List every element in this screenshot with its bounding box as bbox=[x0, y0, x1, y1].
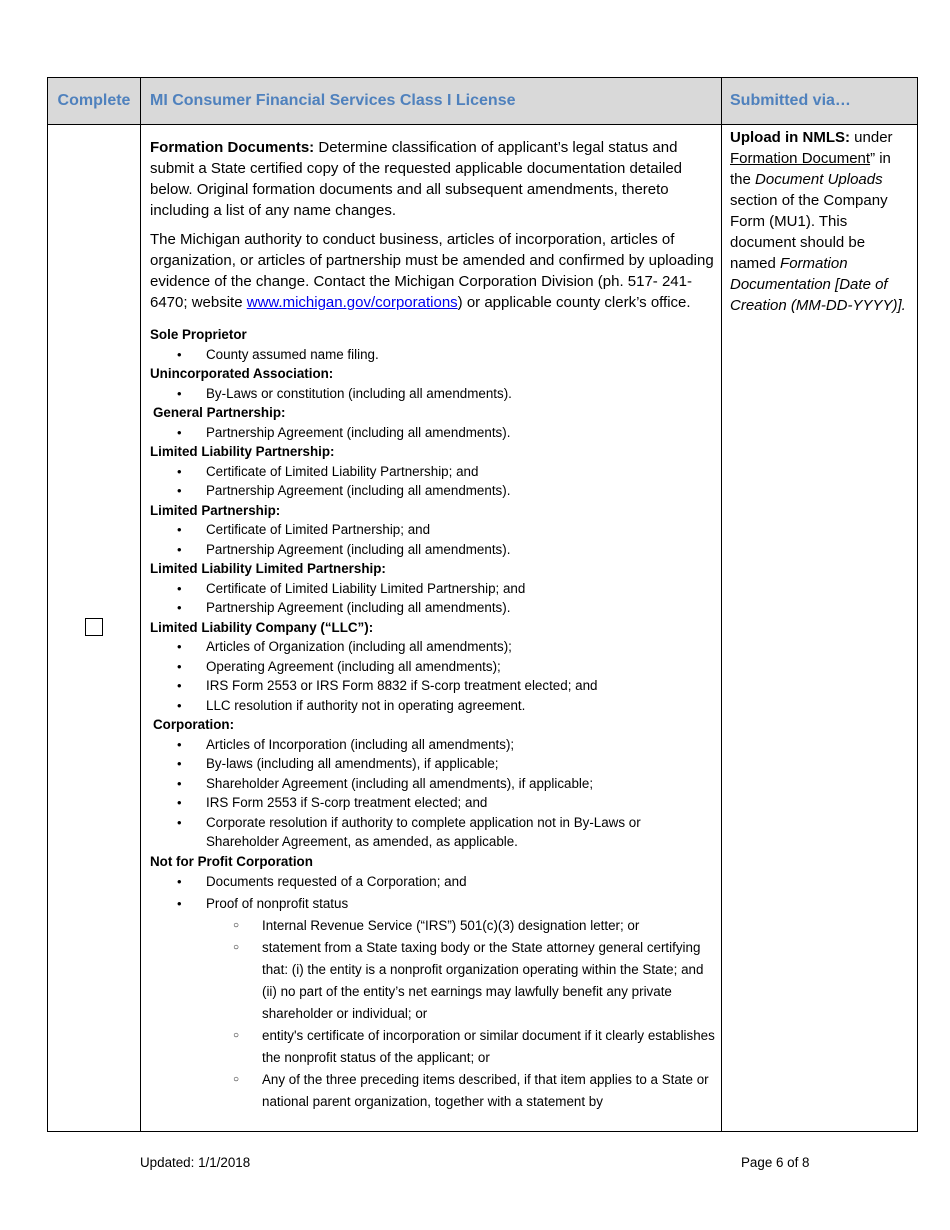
list-item: • By-laws (including all amendments), if applicable; bbox=[150, 754, 715, 774]
sub-list-item: ○ statement from a State taxing body or the State attorney general certifying that: (i) the entity is a nonprofit organization operating within the State; and (ii) no part of the entity’s net earnings may lawfully benefit any private shareholder or individual; or bbox=[150, 937, 715, 1025]
submitted-instructions bbox=[722, 125, 917, 316]
list-item: • Articles of Incorporation (including all amendments); bbox=[150, 735, 715, 755]
document-uploads-ref: Document Uploads bbox=[755, 171, 883, 188]
section-nonprofit: Not for Profit Corporation bbox=[150, 853, 313, 869]
list-item: • Certificate of Limited Liability Limited Partnership; and bbox=[150, 579, 715, 599]
footer-updated: Updated: 1/1/2018 bbox=[140, 1155, 251, 1170]
section-sole-proprietor: Sole Proprietor bbox=[150, 327, 247, 342]
submitted-cell bbox=[722, 125, 918, 1132]
section-general-partnership: General Partnership: bbox=[153, 405, 286, 420]
list-item: • Articles of Organization (including all amendments); bbox=[150, 637, 715, 657]
section-llc: Limited Liability Company (“LLC”): bbox=[150, 619, 374, 635]
list-item: • County assumed name filing. bbox=[150, 345, 715, 365]
sub-list-item: ○ entity's certificate of incorporation or similar document if it clearly establishes the nonprofit status of the applicant; or bbox=[150, 1025, 715, 1069]
footer-page-number: Page 6 of 8 bbox=[741, 1155, 810, 1170]
header-complete: Complete bbox=[48, 78, 141, 125]
sub-list-item: ○ Internal Revenue Service (“IRS”) 501(c)(3) designation letter; or bbox=[150, 915, 715, 937]
submitted-text: under bbox=[850, 129, 893, 146]
list-item: • Partnership Agreement (including all amendments). bbox=[150, 540, 715, 560]
list-item: • Operating Agreement (including all amendments); bbox=[150, 657, 715, 677]
sub-list-item: ○ Any of the three preceding items described, if that item applies to a State or national parent organization, together with a statement by bbox=[150, 1069, 715, 1113]
complete-checkbox[interactable] bbox=[85, 618, 103, 636]
list-item: • Partnership Agreement (including all amendments). bbox=[150, 423, 715, 443]
list-item: • Certificate of Limited Partnership; and bbox=[150, 520, 715, 540]
list-item: • Corporate resolution if authority to complete application not in By-Laws or Shareholder Agreement, as amended, as applicable. bbox=[150, 813, 715, 852]
document-name-format: Formation Documentation [Date of Creation (MM-DD-YYYY)]. bbox=[730, 255, 906, 314]
formation-title: Formation Documents: bbox=[150, 139, 315, 156]
submitted-text: section of the Company Form (MU1). This document should be named bbox=[730, 192, 888, 272]
list-item: • Partnership Agreement (including all amendments). bbox=[150, 598, 715, 618]
list-item: • By-Laws or constitution (including all amendments). bbox=[150, 384, 715, 404]
table-header-row bbox=[48, 78, 918, 125]
section-lllp: Limited Liability Limited Partnership: bbox=[150, 561, 386, 576]
requirements-table bbox=[47, 77, 918, 1132]
section-llp: Limited Liability Partnership: bbox=[150, 444, 335, 459]
section-corporation: Corporation: bbox=[153, 717, 235, 732]
list-item: • Certificate of Limited Liability Partnership; and bbox=[150, 462, 715, 482]
license-cell bbox=[141, 125, 722, 1132]
submitted-text: ” in the bbox=[730, 150, 891, 188]
formation-paragraph-2 bbox=[150, 229, 715, 313]
upload-nmls-label: Upload in NMLS: bbox=[730, 129, 850, 146]
para2-text: The Michigan authority to conduct business, articles of incorporation, articles of organization, or articles of partnership must be amended and confirmed by uploading evidence of the change. Contact the Michigan Corporation Division (ph. 517- 241-6470; website bbox=[150, 231, 714, 311]
complete-cell bbox=[48, 125, 141, 1132]
formation-intro bbox=[150, 137, 715, 221]
corporations-link[interactable]: www.michigan.gov/corporations bbox=[246, 294, 458, 311]
para2-text-end: ) or applicable county clerk’s office. bbox=[457, 294, 691, 311]
list-item: • LLC resolution if authority not in operating agreement. bbox=[150, 696, 715, 716]
table-row bbox=[48, 125, 918, 1132]
list-item: • IRS Form 2553 if S-corp treatment elected; and bbox=[150, 793, 715, 813]
formation-intro-text: Determine classification of applicant’s legal status and submit a State certified copy of the requested applicable documentation detailed below. Original formation documents and all subsequent amendments, thereto including a list of any name changes. bbox=[150, 139, 683, 219]
section-lp: Limited Partnership: bbox=[150, 502, 281, 518]
header-license: MI Consumer Financial Services Class I License bbox=[141, 78, 722, 125]
header-submitted: Submitted via… bbox=[722, 78, 918, 125]
list-item: • Documents requested of a Corporation; and bbox=[150, 871, 715, 893]
list-item: • Shareholder Agreement (including all amendments), if applicable; bbox=[150, 774, 715, 794]
list-item: • Proof of nonprofit status bbox=[150, 893, 715, 915]
list-item: • IRS Form 2553 or IRS Form 8832 if S-corp treatment elected; and bbox=[150, 676, 715, 696]
section-unincorporated: Unincorporated Association: bbox=[150, 366, 334, 381]
list-item: • Partnership Agreement (including all amendments). bbox=[150, 481, 715, 501]
formation-document-ref: Formation Document bbox=[730, 150, 871, 167]
